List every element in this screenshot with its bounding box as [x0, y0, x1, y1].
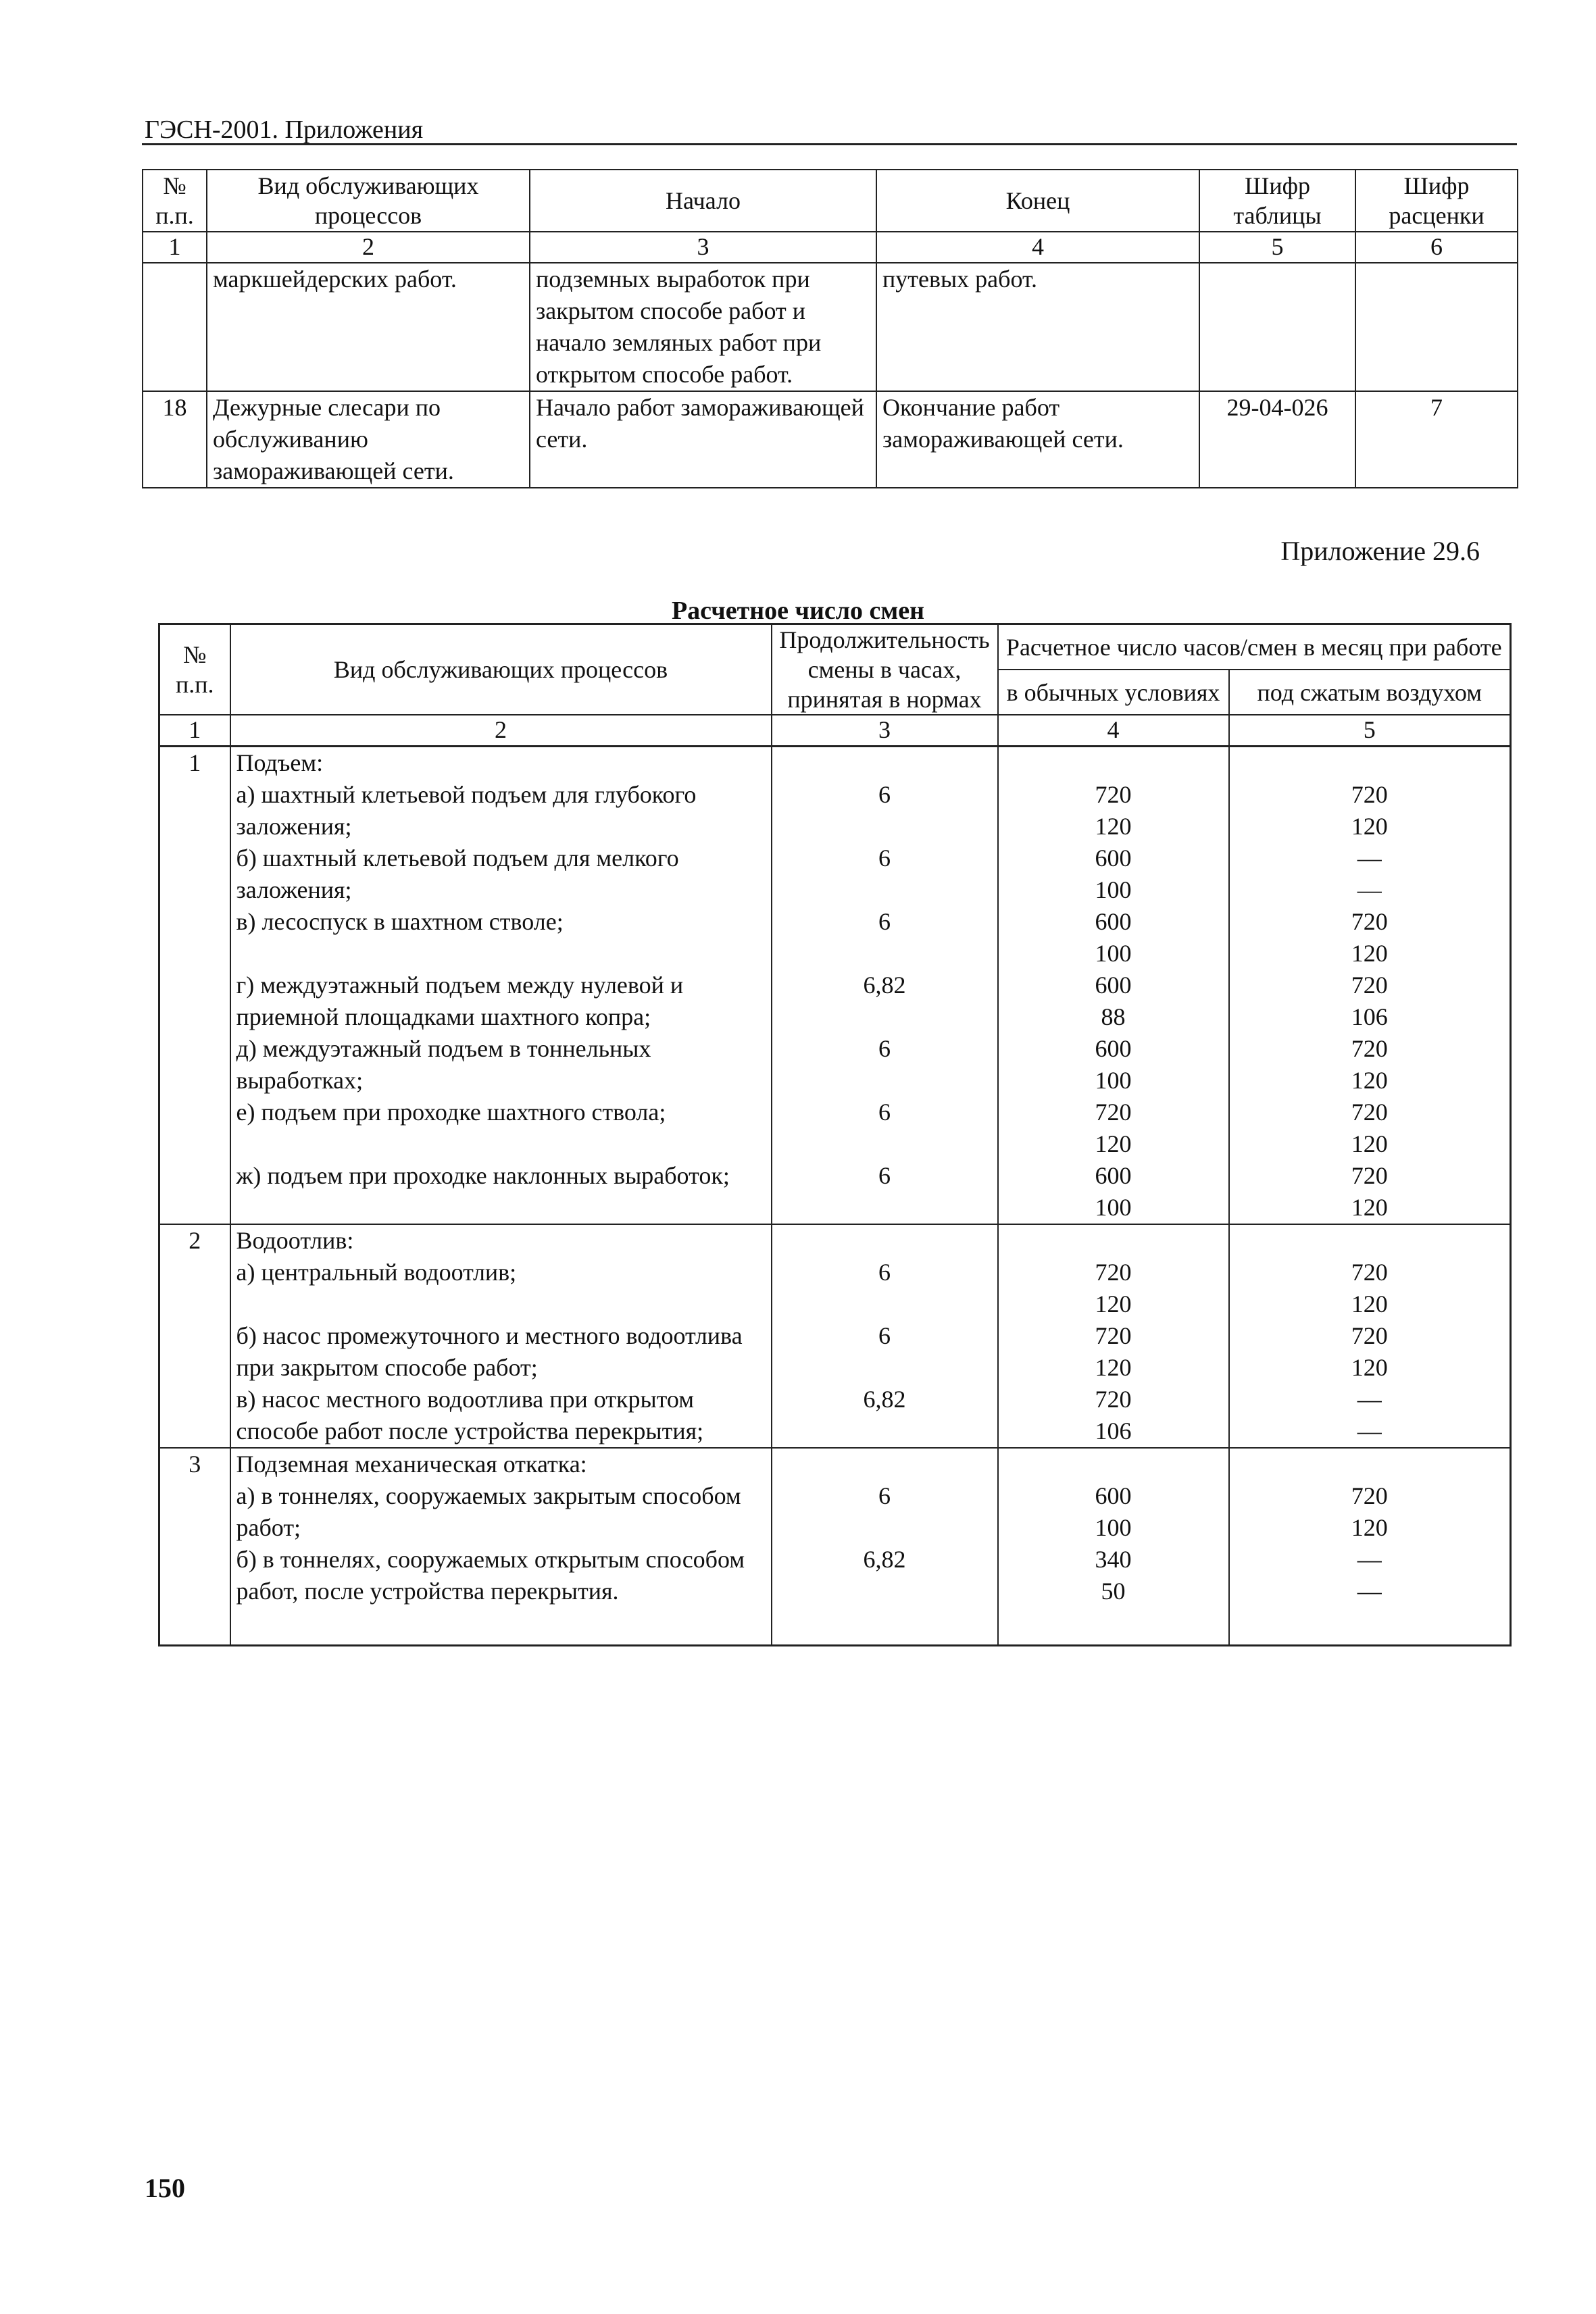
empty-cell	[998, 1224, 1229, 1257]
t2-header-no: № п.п.	[159, 624, 230, 715]
table-row	[159, 779, 1511, 842]
normal-value-1: 720	[1095, 1099, 1132, 1126]
t1-colnum: 3	[530, 232, 876, 263]
compressed-value-2: 120	[1351, 1194, 1388, 1221]
normal-cell	[998, 842, 1229, 906]
duration-cell: 6	[772, 1320, 998, 1384]
header-rule	[142, 143, 1517, 145]
normal-cell	[998, 1257, 1229, 1320]
compressed-value-2: 120	[1351, 1290, 1388, 1317]
item-text: б) насос промежуточного и местного водоотлива при закрытом способе работ;	[230, 1320, 772, 1384]
group-number: 2	[159, 1224, 230, 1448]
appendix-label: Приложение 29.6	[1280, 536, 1480, 566]
item-text: а) в тоннелях, сооружаемых закрытым способом работ;	[230, 1480, 772, 1544]
empty-cell	[998, 747, 1229, 780]
t2-colnum: 5	[1229, 715, 1511, 747]
t2-colnum: 1	[159, 715, 230, 747]
t1-colnum: 1	[143, 232, 207, 263]
normal-value-1: 600	[1095, 845, 1132, 872]
t1-header-table-code: Шифр таблицы	[1199, 170, 1355, 232]
table-row	[159, 1257, 1511, 1320]
table-row	[159, 970, 1511, 1033]
normal-cell	[998, 1033, 1229, 1097]
group-row	[159, 1448, 1511, 1480]
table-row	[159, 842, 1511, 906]
t2-colnum: 3	[772, 715, 998, 747]
compressed-value-1: 720	[1351, 1035, 1388, 1062]
normal-value-2: 100	[1095, 876, 1132, 903]
table-row	[159, 1544, 1511, 1645]
table-row	[159, 1033, 1511, 1097]
duration-cell: 6	[772, 1257, 998, 1320]
normal-value-2: 100	[1095, 940, 1132, 967]
t2-header-process: Вид обслуживающих процессов	[230, 624, 772, 715]
compressed-cell	[1229, 906, 1511, 970]
item-text: д) междуэтажный подъем в тоннельных выработках;	[230, 1033, 772, 1097]
compressed-value-1: 720	[1351, 1482, 1388, 1509]
normal-cell	[998, 1320, 1229, 1384]
normal-cell	[998, 906, 1229, 970]
process-cell: маркшейдерских работ.	[207, 263, 530, 391]
item-text: г) междуэтажный подъем между нулевой и приемной площадками шахтного копра;	[230, 970, 772, 1033]
compressed-cell	[1229, 970, 1511, 1033]
normal-value-2: 120	[1095, 813, 1132, 840]
duration-cell: 6	[772, 779, 998, 842]
normal-value-2: 120	[1095, 1130, 1132, 1157]
t2-header-duration: Продолжительность смены в часах, принятая в нормах	[772, 624, 998, 715]
normal-value-2: 100	[1095, 1067, 1132, 1094]
table-row	[143, 263, 1518, 391]
duration-cell: 6	[772, 906, 998, 970]
compressed-value-1: —	[1357, 1546, 1382, 1573]
item-text: а) шахтный клетьевой подъем для глубокого заложения;	[230, 779, 772, 842]
compressed-value-1: —	[1357, 845, 1382, 872]
table-code-cell	[1199, 263, 1355, 391]
normal-cell	[998, 1160, 1229, 1224]
row-number	[143, 263, 207, 391]
normal-value-1: 600	[1095, 972, 1132, 999]
empty-cell	[1229, 1224, 1511, 1257]
duration-cell: 6,82	[772, 1384, 998, 1448]
compressed-cell	[1229, 1320, 1511, 1384]
item-text: в) лесоспуск в шахтном стволе;	[230, 906, 772, 970]
compressed-value-1: 720	[1351, 972, 1388, 999]
normal-value-1: 600	[1095, 1162, 1132, 1189]
compressed-cell	[1229, 1257, 1511, 1320]
duration-cell: 6	[772, 1160, 998, 1224]
compressed-value-2: 120	[1351, 1067, 1388, 1094]
compressed-value-1: 720	[1351, 1322, 1388, 1349]
compressed-value-1: 720	[1351, 1259, 1388, 1286]
duration-cell: 6	[772, 842, 998, 906]
item-text: а) центральный водоотлив;	[230, 1257, 772, 1320]
duration-cell: 6,82	[772, 970, 998, 1033]
empty-cell	[772, 1448, 998, 1480]
start-cell: Начало работ замораживающей сети.	[530, 391, 876, 488]
compressed-cell	[1229, 842, 1511, 906]
process-cell: Дежурные слесари по обслуживанию замораживающей сети.	[207, 391, 530, 488]
rate-code-cell	[1355, 263, 1518, 391]
end-cell: Окончание работ замораживающей сети.	[876, 391, 1199, 488]
empty-cell	[998, 1448, 1229, 1480]
normal-value-1: 720	[1095, 1259, 1132, 1286]
normal-value-1: 720	[1095, 781, 1132, 808]
table-row	[159, 1384, 1511, 1448]
t1-colnum: 5	[1199, 232, 1355, 263]
table-code-cell: 29-04-026	[1199, 391, 1355, 488]
t2-header-hours-group: Расчетное число часов/смен в месяц при работе	[998, 624, 1511, 670]
compressed-value-1: 720	[1351, 908, 1388, 935]
normal-value-1: 720	[1095, 1386, 1132, 1413]
duration-cell: 6,82	[772, 1544, 998, 1645]
continued-services-table	[142, 169, 1518, 488]
group-title: Водоотлив:	[230, 1224, 772, 1257]
row-number: 18	[143, 391, 207, 488]
item-text: ж) подъем при проходке наклонных выработок;	[230, 1160, 772, 1224]
normal-value-1: 600	[1095, 1035, 1132, 1062]
group-number: 1	[159, 747, 230, 1225]
compressed-cell	[1229, 1033, 1511, 1097]
group-title: Подземная механическая откатка:	[230, 1448, 772, 1480]
empty-cell	[772, 1224, 998, 1257]
t1-header-process: Вид обслуживающих процессов	[207, 170, 530, 232]
normal-cell	[998, 970, 1229, 1033]
table-row	[159, 1480, 1511, 1544]
empty-cell	[1229, 747, 1511, 780]
t1-header-rate-code: Шифр расценки	[1355, 170, 1518, 232]
t1-colnum: 2	[207, 232, 530, 263]
compressed-value-1: 720	[1351, 781, 1388, 808]
normal-cell	[998, 1480, 1229, 1544]
shift-count-table	[158, 623, 1512, 1646]
t1-header-end: Конец	[876, 170, 1199, 232]
normal-value-1: 600	[1095, 908, 1132, 935]
compressed-cell	[1229, 1384, 1511, 1448]
normal-cell	[998, 1097, 1229, 1160]
table-row	[159, 1320, 1511, 1384]
normal-value-2: 120	[1095, 1354, 1132, 1381]
empty-cell	[772, 747, 998, 780]
compressed-cell	[1229, 779, 1511, 842]
compressed-value-2: —	[1357, 1417, 1382, 1444]
table-row	[159, 1097, 1511, 1160]
compressed-value-2: 120	[1351, 1130, 1388, 1157]
item-text: б) шахтный клетьевой подъем для мелкого заложения;	[230, 842, 772, 906]
normal-value-2: 88	[1101, 1003, 1126, 1030]
item-text: в) насос местного водоотлива при открытом способе работ после устройства перекрытия;	[230, 1384, 772, 1448]
t2-colnum: 4	[998, 715, 1229, 747]
start-cell: подземных выработок при закрытом способе работ и начало земляных работ при открытом способе работ.	[530, 263, 876, 391]
table-row	[143, 391, 1518, 488]
compressed-cell	[1229, 1160, 1511, 1224]
t2-header-normal: в обычных условиях	[998, 670, 1229, 715]
t2-colnum: 2	[230, 715, 772, 747]
compressed-value-2: 106	[1351, 1003, 1388, 1030]
rate-code-cell: 7	[1355, 391, 1518, 488]
table-row	[159, 1160, 1511, 1224]
compressed-cell	[1229, 1097, 1511, 1160]
normal-value-2: 50	[1101, 1578, 1126, 1605]
group-row	[159, 1224, 1511, 1257]
group-number: 3	[159, 1448, 230, 1645]
normal-value-1: 720	[1095, 1322, 1132, 1349]
normal-cell	[998, 1384, 1229, 1448]
t2-body	[159, 747, 1511, 1646]
compressed-value-2: 120	[1351, 1514, 1388, 1541]
end-cell: путевых работ.	[876, 263, 1199, 391]
compressed-value-2: 120	[1351, 1354, 1388, 1381]
normal-value-1: 340	[1095, 1546, 1132, 1573]
normal-value-2: 106	[1095, 1417, 1132, 1444]
compressed-value-2: 120	[1351, 813, 1388, 840]
duration-cell: 6	[772, 1480, 998, 1544]
item-text: б) в тоннелях, сооружаемых открытым способом работ, после устройства перекрытия.	[230, 1544, 772, 1645]
normal-cell	[998, 1544, 1229, 1645]
t1-header-start: Начало	[530, 170, 876, 232]
compressed-value-1: 720	[1351, 1162, 1388, 1189]
item-text: е) подъем при проходке шахтного ствола;	[230, 1097, 772, 1160]
page-number: 150	[145, 2173, 185, 2203]
empty-cell	[1229, 1448, 1511, 1480]
compressed-value-2: —	[1357, 1578, 1382, 1605]
compressed-cell	[1229, 1480, 1511, 1544]
compressed-cell	[1229, 1544, 1511, 1645]
normal-cell	[998, 779, 1229, 842]
compressed-value-1: 720	[1351, 1099, 1388, 1126]
table-row	[159, 906, 1511, 970]
t1-colnum: 4	[876, 232, 1199, 263]
compressed-value-2: —	[1357, 876, 1382, 903]
page-header-title: ГЭСН-2001. Приложения	[145, 116, 424, 144]
t2-header-compressed: под сжатым воздухом	[1229, 670, 1511, 715]
normal-value-2: 100	[1095, 1194, 1132, 1221]
t1-colnum: 6	[1355, 232, 1518, 263]
t1-header-no: № п.п.	[143, 170, 207, 232]
normal-value-2: 100	[1095, 1514, 1132, 1541]
duration-cell: 6	[772, 1033, 998, 1097]
compressed-value-1: —	[1357, 1386, 1382, 1413]
normal-value-1: 600	[1095, 1482, 1132, 1509]
compressed-value-2: 120	[1351, 940, 1388, 967]
normal-value-2: 120	[1095, 1290, 1132, 1317]
group-title: Подъем:	[230, 747, 772, 780]
table-caption: Расчетное число смен	[671, 597, 925, 625]
duration-cell: 6	[772, 1097, 998, 1160]
group-row	[159, 747, 1511, 780]
